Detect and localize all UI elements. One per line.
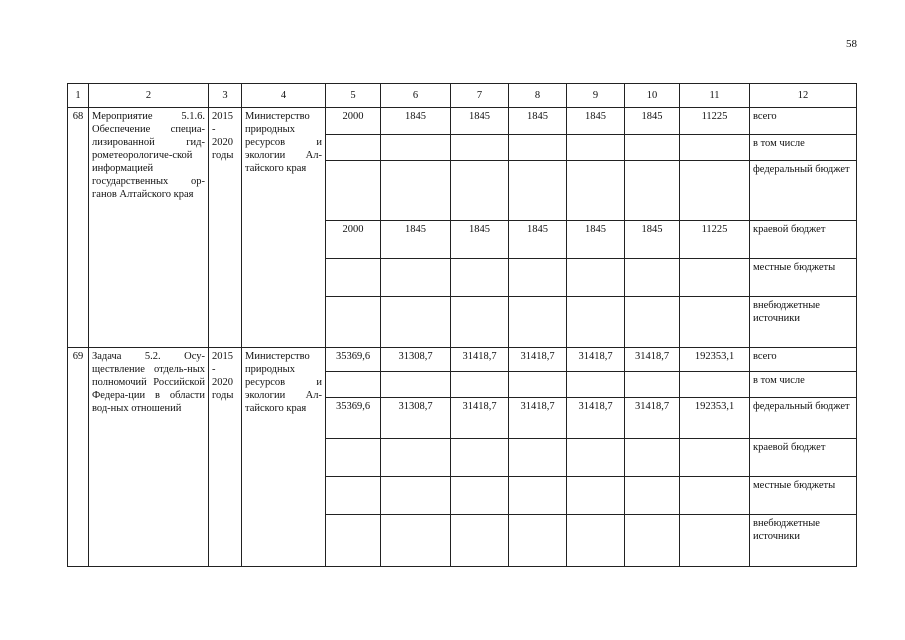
funding-source: федеральный бюджет xyxy=(750,161,857,221)
value-cell: 1845 xyxy=(625,221,680,259)
header-cell: 10 xyxy=(625,84,680,108)
value-cell: 35369,6 xyxy=(326,348,381,372)
value-cell: 31418,7 xyxy=(451,398,509,439)
value-cell xyxy=(567,439,625,477)
executor-cell: Министерство природных ресурсов и экологии Ал-тайского края xyxy=(242,108,326,348)
value-cell xyxy=(451,297,509,348)
value-cell xyxy=(451,439,509,477)
activity-name: Задача 5.2. Осу-ществление отдель-ных полномочий Российской Федера-ции в области вод-ных отношений xyxy=(89,348,209,567)
value-cell: 192353,1 xyxy=(680,398,750,439)
value-cell xyxy=(680,477,750,515)
header-cell: 5 xyxy=(326,84,381,108)
header-cell: 9 xyxy=(567,84,625,108)
value-cell xyxy=(451,135,509,161)
value-cell: 31418,7 xyxy=(509,348,567,372)
value-cell xyxy=(567,161,625,221)
value-cell xyxy=(509,515,567,567)
value-cell: 31308,7 xyxy=(381,398,451,439)
value-cell xyxy=(326,259,381,297)
value-cell xyxy=(381,135,451,161)
value-cell: 2000 xyxy=(326,221,381,259)
period-text: 2020 xyxy=(212,137,233,148)
value-cell xyxy=(567,135,625,161)
value-cell: 1845 xyxy=(381,221,451,259)
value-cell xyxy=(326,477,381,515)
period-cell xyxy=(209,108,242,348)
value-cell: 1845 xyxy=(567,221,625,259)
value-cell xyxy=(625,135,680,161)
value-cell xyxy=(381,297,451,348)
value-cell: 1845 xyxy=(451,108,509,135)
header-row xyxy=(68,84,857,108)
value-cell: 1845 xyxy=(625,108,680,135)
row-number: 68 xyxy=(68,108,89,348)
value-cell xyxy=(509,372,567,398)
value-cell xyxy=(326,372,381,398)
value-cell xyxy=(381,259,451,297)
value-cell: 31418,7 xyxy=(567,348,625,372)
funding-source: всего xyxy=(750,108,857,135)
value-cell xyxy=(451,515,509,567)
executor-cell: Министерство природных ресурсов и экологии Ал-тайского края xyxy=(242,348,326,567)
value-cell xyxy=(680,372,750,398)
value-cell xyxy=(680,297,750,348)
value-cell xyxy=(451,477,509,515)
table-row xyxy=(68,108,857,135)
page-number: 58 xyxy=(846,38,857,50)
period-text: годы xyxy=(212,150,234,161)
value-cell: 192353,1 xyxy=(680,348,750,372)
value-cell xyxy=(567,515,625,567)
value-cell xyxy=(509,161,567,221)
program-table xyxy=(67,83,857,567)
value-cell: 1845 xyxy=(381,108,451,135)
header-cell: 4 xyxy=(242,84,326,108)
value-cell: 1845 xyxy=(509,108,567,135)
value-cell xyxy=(381,372,451,398)
value-cell xyxy=(509,439,567,477)
period-text: - xyxy=(212,124,216,135)
period-text: 2015 xyxy=(212,351,233,362)
funding-source: краевой бюджет xyxy=(750,439,857,477)
period-text: годы xyxy=(212,390,234,401)
row-number: 69 xyxy=(68,348,89,567)
value-cell xyxy=(567,297,625,348)
value-cell xyxy=(451,259,509,297)
value-cell xyxy=(680,439,750,477)
funding-source: местные бюджеты xyxy=(750,259,857,297)
header-cell: 3 xyxy=(209,84,242,108)
value-cell xyxy=(625,515,680,567)
value-cell xyxy=(625,259,680,297)
value-cell: 31418,7 xyxy=(451,348,509,372)
value-cell xyxy=(567,477,625,515)
value-cell: 31308,7 xyxy=(381,348,451,372)
period-text: - xyxy=(212,364,216,375)
value-cell xyxy=(451,161,509,221)
value-cell xyxy=(680,161,750,221)
value-cell xyxy=(326,161,381,221)
value-cell: 31418,7 xyxy=(625,348,680,372)
value-cell xyxy=(680,259,750,297)
value-cell: 31418,7 xyxy=(625,398,680,439)
table-row xyxy=(68,348,857,372)
funding-source: в том числе xyxy=(750,135,857,161)
funding-source: федеральный бюджет xyxy=(750,398,857,439)
value-cell xyxy=(326,297,381,348)
funding-source: внебюджетные источники xyxy=(750,297,857,348)
value-cell xyxy=(567,372,625,398)
value-cell xyxy=(625,439,680,477)
funding-source: местные бюджеты xyxy=(750,477,857,515)
value-cell xyxy=(509,259,567,297)
value-cell xyxy=(625,477,680,515)
value-cell xyxy=(625,161,680,221)
value-cell xyxy=(680,135,750,161)
value-cell xyxy=(381,439,451,477)
value-cell xyxy=(625,297,680,348)
value-cell: 35369,6 xyxy=(326,398,381,439)
value-cell xyxy=(509,297,567,348)
value-cell: 31418,7 xyxy=(509,398,567,439)
value-cell: 31418,7 xyxy=(567,398,625,439)
activity-name: Мероприятие 5.1.6. Обеспечение специа-лизированной гид-рометеорологиче-ской информацией государственных ор-ганов Алтайского края xyxy=(89,108,209,348)
value-cell xyxy=(381,161,451,221)
value-cell: 11225 xyxy=(680,221,750,259)
funding-source: всего xyxy=(750,348,857,372)
value-cell xyxy=(625,372,680,398)
value-cell: 2000 xyxy=(326,108,381,135)
header-cell: 8 xyxy=(509,84,567,108)
value-cell xyxy=(381,477,451,515)
funding-source: в том числе xyxy=(750,372,857,398)
value-cell xyxy=(567,259,625,297)
value-cell xyxy=(451,372,509,398)
funding-source: краевой бюджет xyxy=(750,221,857,259)
value-cell xyxy=(381,515,451,567)
header-cell: 6 xyxy=(381,84,451,108)
value-cell xyxy=(680,515,750,567)
period-text: 2015 xyxy=(212,111,233,122)
value-cell: 1845 xyxy=(451,221,509,259)
value-cell: 1845 xyxy=(509,221,567,259)
header-cell: 11 xyxy=(680,84,750,108)
value-cell xyxy=(326,135,381,161)
header-cell: 2 xyxy=(89,84,209,108)
value-cell xyxy=(326,439,381,477)
header-cell: 1 xyxy=(68,84,89,108)
value-cell xyxy=(509,477,567,515)
funding-source: внебюджетные источники xyxy=(750,515,857,567)
value-cell: 11225 xyxy=(680,108,750,135)
header-cell: 7 xyxy=(451,84,509,108)
header-cell: 12 xyxy=(750,84,857,108)
value-cell xyxy=(509,135,567,161)
period-text: 2020 xyxy=(212,377,233,388)
period-cell xyxy=(209,348,242,567)
value-cell: 1845 xyxy=(567,108,625,135)
value-cell xyxy=(326,515,381,567)
